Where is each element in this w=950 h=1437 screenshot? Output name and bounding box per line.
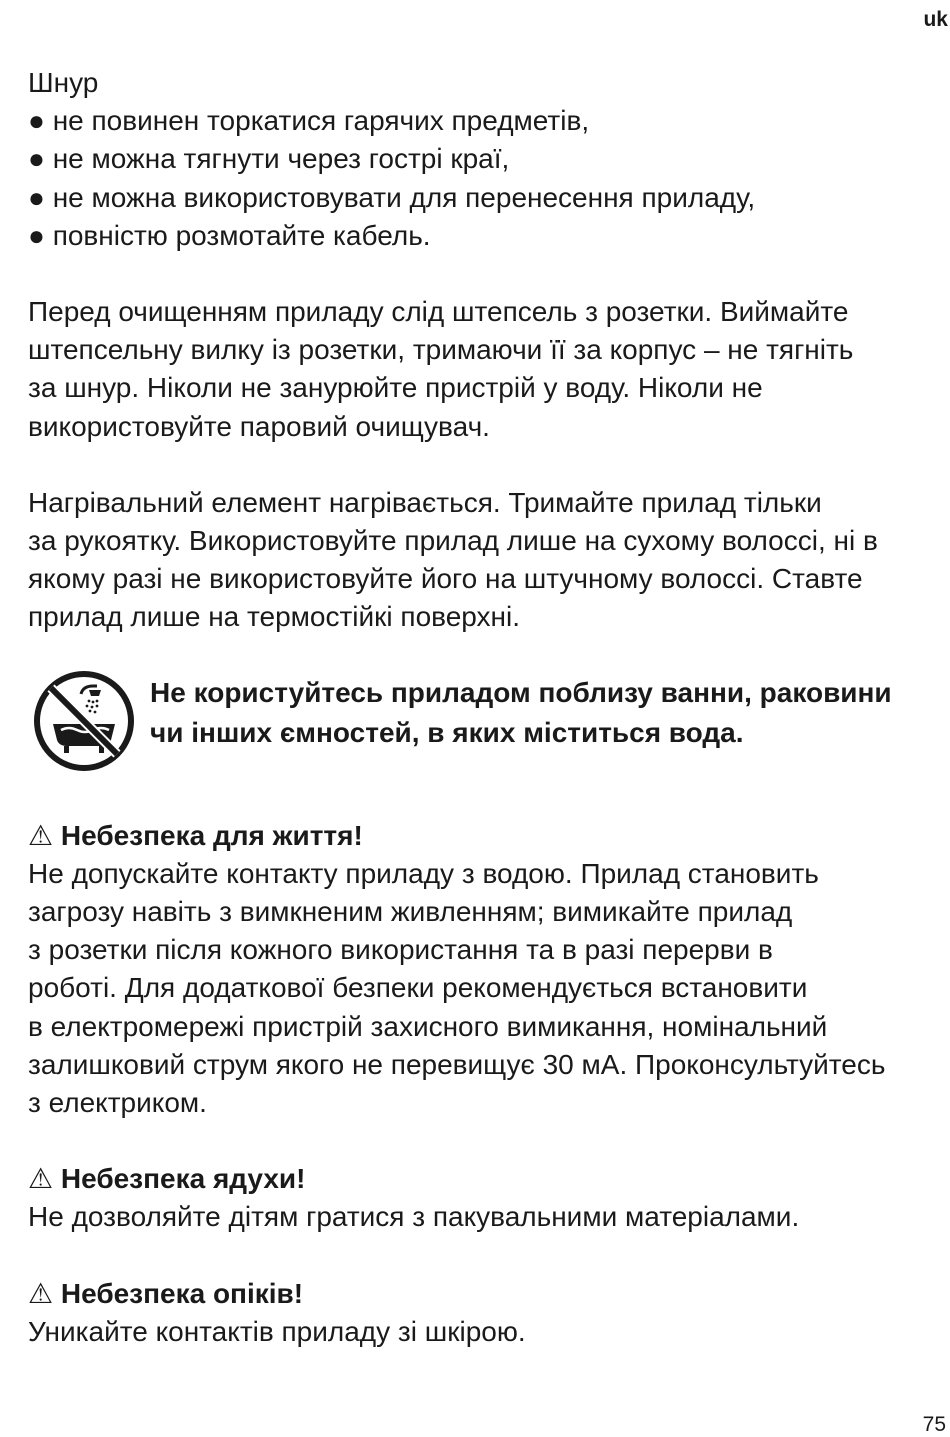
bath-notice bbox=[28, 667, 946, 781]
page-number: 75 bbox=[922, 1413, 946, 1436]
paragraph-line: Не дозволяйте дітям гратися з пакувальними матеріалами. bbox=[28, 1201, 800, 1233]
cord-item: ● не можна використовувати для перенесення приладу, bbox=[28, 181, 756, 213]
manual-content bbox=[28, 64, 946, 1351]
warning-title-text: Небезпека ядухи! bbox=[60, 1163, 306, 1195]
warning-title-text: Небезпека опіків! bbox=[60, 1277, 304, 1309]
notice-line: Не користуйтесь приладом поблизу ванни, раковини bbox=[150, 676, 892, 708]
warning-burns bbox=[28, 1275, 946, 1351]
paragraph-line: за рукоятку. Використовуйте прилад лише на сухому волоссі, ні в bbox=[28, 525, 878, 557]
heating-paragraph bbox=[28, 484, 946, 637]
cord-item: ● повністю розмотайте кабель. bbox=[28, 219, 431, 251]
warning-title-text: Небезпека для життя! bbox=[60, 819, 363, 851]
warning-title bbox=[28, 817, 946, 855]
no-use-near-bathtub-icon bbox=[31, 668, 137, 774]
warning-suffocation bbox=[28, 1160, 946, 1236]
paragraph-line: за шнур. Ніколи не занурюйте пристрій у воду. Ніколи не bbox=[28, 372, 763, 404]
paragraph-line: Перед очищенням приладу слід штепсель з розетки. Виймайте bbox=[28, 296, 849, 328]
paragraph-line: в електромережі пристрій захисного вимикання, номінальний bbox=[28, 1010, 828, 1042]
cord-item: ● не повинен торкатися гарячих предметів, bbox=[28, 105, 590, 137]
cord-section bbox=[28, 64, 946, 255]
warning-life bbox=[28, 817, 946, 1123]
cleaning-paragraph bbox=[28, 293, 946, 446]
paragraph-line: роботі. Для додаткової безпеки рекомендується встановити bbox=[28, 972, 808, 1004]
cord-heading: Шнур bbox=[28, 67, 99, 98]
paragraph-line: загрозу навіть з вимкненим живленням; вимикайте прилад bbox=[28, 896, 793, 928]
paragraph-line: Уникайте контактів приладу зі шкірою. bbox=[28, 1315, 526, 1347]
paragraph-line: з розетки після кожного використання та в разі перерви в bbox=[28, 934, 773, 966]
warning-title bbox=[28, 1275, 946, 1313]
warning-title bbox=[28, 1160, 946, 1198]
paragraph-line: Нагрівальний елемент нагрівається. Тримайте прилад тільки bbox=[28, 486, 822, 518]
cord-item: ● не можна тягнути через гострі краї, bbox=[28, 143, 510, 175]
paragraph-line: якому разі не використовуйте його на штучному волоссі. Ставте bbox=[28, 563, 863, 595]
paragraph-line: залишковий струм якого не перевищує 30 мА. Проконсультуйтесь bbox=[28, 1048, 886, 1080]
paragraph-line: прилад лише на термостійкі поверхні. bbox=[28, 601, 521, 633]
paragraph-line: Не допускайте контакту приладу з водою. Прилад становить bbox=[28, 857, 819, 889]
language-code: uk bbox=[923, 8, 948, 31]
warning-triangle-icon: ⚠ bbox=[28, 1163, 54, 1195]
paragraph-line: штепсельну вилку із розетки, тримаючи її за корпус – не тягніть bbox=[28, 334, 854, 366]
warning-triangle-icon: ⚠ bbox=[28, 1277, 54, 1309]
notice-line: чи інших ємностей, в яких міститься вода. bbox=[150, 716, 744, 748]
warning-triangle-icon: ⚠ bbox=[28, 819, 54, 851]
paragraph-line: з електриком. bbox=[28, 1087, 207, 1119]
bath-notice-text bbox=[150, 673, 892, 753]
paragraph-line: використовуйте паровий очищувач. bbox=[28, 410, 490, 442]
